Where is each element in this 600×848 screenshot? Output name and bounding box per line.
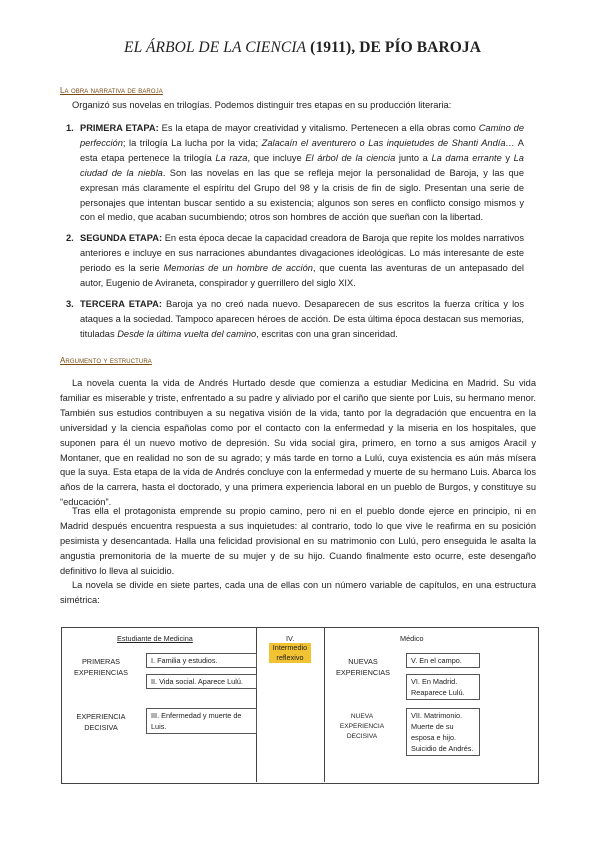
intro-paragraph: Organizó sus novelas en trilogías. Podemos distinguir tres etapas en su producción literaria: bbox=[72, 100, 452, 110]
section-heading-obra: La obra narrativa de baroja bbox=[60, 86, 163, 95]
row-label-experiencia-decisiva: EXPERIENCIA DECISIVA bbox=[76, 712, 126, 732]
document-title: EL ÁRBOL DE LA CIENCIA (1911), DE PÍO BAROJA bbox=[124, 39, 482, 56]
paragraph-argumento-2: Tras ella el protagonista emprende su propio camino, pero ni en el pueblo donde ejerce en principio, ni en Madrid después encuentra respuesta a sus inquietudes: al contrario, todo lo que vive le reafirma en su posición pesimista y desencantada. Halla una felicidad provisional en su matrimonio con Lulú, pero enseguida le asalta la angustia premonitoria de la muerte de su mujer y de su hijo. Cuando finalmente esto ocurre, este desengaño definitivo lo lleva al suicidio. bbox=[60, 506, 536, 576]
row-label-nuevas-experiencias: NUEVAS EXPERIENCIAS bbox=[336, 657, 390, 677]
part-v-campo: V. En el campo. bbox=[406, 653, 480, 668]
table-header-medico: Médico bbox=[400, 634, 424, 643]
row-label-nueva-experiencia-decisiva: NUEVA EXPERIENCIA DECISIVA bbox=[339, 713, 385, 740]
table-divider-left bbox=[256, 628, 257, 782]
table-header-part-iv: IV. bbox=[286, 634, 295, 643]
table-header-estudiante: Estudiante de Medicina bbox=[117, 634, 193, 643]
etapas-list bbox=[60, 121, 524, 348]
part-iii-enfermedad: III. Enfermedad y muerte de Luis. bbox=[146, 708, 257, 734]
paragraph-argumento-1: La novela cuenta la vida de Andrés Hurtado desde que comienza a estudiar Medicina en Madrid. Su vida familiar es miserable y triste, enfrentado a su padre y aliviado por el cariño que siente por Luis, su hermano menor. También sus estudios contribuyen a su negativa visión de la vida, tanto por la degradación que encuentra en la universidad y la ciencia españolas como por el contacto con la enfermedad y la miseria en los hospitales, que suponen para él un nuevo motivo de depresión. Su vida social gira, primero, en torno a sus amigos Aracil y Montaner, que en realidad no son de su agrado; y más tarde en torno a Lulú, cuya existencia es aún más mísera que la suya. Esta etapa de la vida de Andrés concluye con la enfermedad y muerte de su hermano Luis. Abarca los años de la carrera, hasta el doctorado, y una primera experiencia laboral en un pueblo de Burgos, y constituye su “educación”. bbox=[60, 378, 536, 508]
part-vi-madrid: VI. En Madrid. Reaparece Lulú. bbox=[406, 674, 480, 700]
paragraph-estructura: La novela se divide en siete partes, cada una de ellas con un número variable de capítulos, en una estructura simétrica: bbox=[60, 580, 536, 605]
table-divider-right bbox=[324, 628, 325, 782]
structure-table bbox=[61, 627, 539, 784]
etapa-item-2: 2. SEGUNDA ETAPA: En esta época decae la capacidad creadora de Baroja que repite los moldes narrativos anteriores e incluye en sus narraciones abundantes divagaciones ideológicas. Lo más interesante de este periodo es la serie Memorias de un hombre de acción, que cuenta las aventuras de un antepasado del autor, Eugenio de Aviraneta, conspirador y guerrillero del siglo XIX. bbox=[66, 233, 524, 289]
section-heading-argumento: Argumento y estructura bbox=[60, 356, 152, 365]
part-vii-matrimonio: VII. Matrimonio. Muerte de su esposa e hijo. Suicidio de Andrés. bbox=[406, 708, 480, 756]
etapa-item-1: 1. PRIMERA ETAPA: Es la etapa de mayor creatividad y vitalismo. Pertenecen a ella obras como Camino de perfección; la trilogía La lucha por la vida; Zalacaín el aventurero o Las inquietudes de Shanti Andía… A esta etapa pertenece la trilogía La raza, que incluye El árbol de la ciencia junto a La dama errante y La ciudad de la niebla. Son las novelas en las que se refleja mejor la personalidad de Baroja, y las que expresan más claramente el espíritu del Grupo del 98 y la crisis de fin de siglo. Presentan una serie de personajes que intentan buscar sentido a su existencia; algunos son seres en conflicto consigo mismos y con el medio, que acaban sucumbiendo; otros son hombres de acción que sueñan con la libertad. bbox=[66, 123, 525, 223]
part-i-familia: I. Familia y estudios. bbox=[146, 653, 257, 668]
row-label-primeras-experiencias: PRIMERAS EXPERIENCIAS bbox=[74, 657, 128, 677]
etapa-item-3: 3. TERCERA ETAPA: Baroja ya no creó nada nuevo. Desaparecen de sus escritos la fuerza crítica y los ataques a la sociedad. Tampoco aparecen héroes de acción. De esta última época destacan sus memorias, tituladas Desde la última vuelta del camino, escritas con una gran sinceridad. bbox=[66, 298, 524, 339]
part-ii-vida-social: II. Vida social. Aparece Lulú. bbox=[146, 674, 257, 689]
intermedio-reflexivo-label: Intermedio reflexivo bbox=[269, 643, 311, 663]
